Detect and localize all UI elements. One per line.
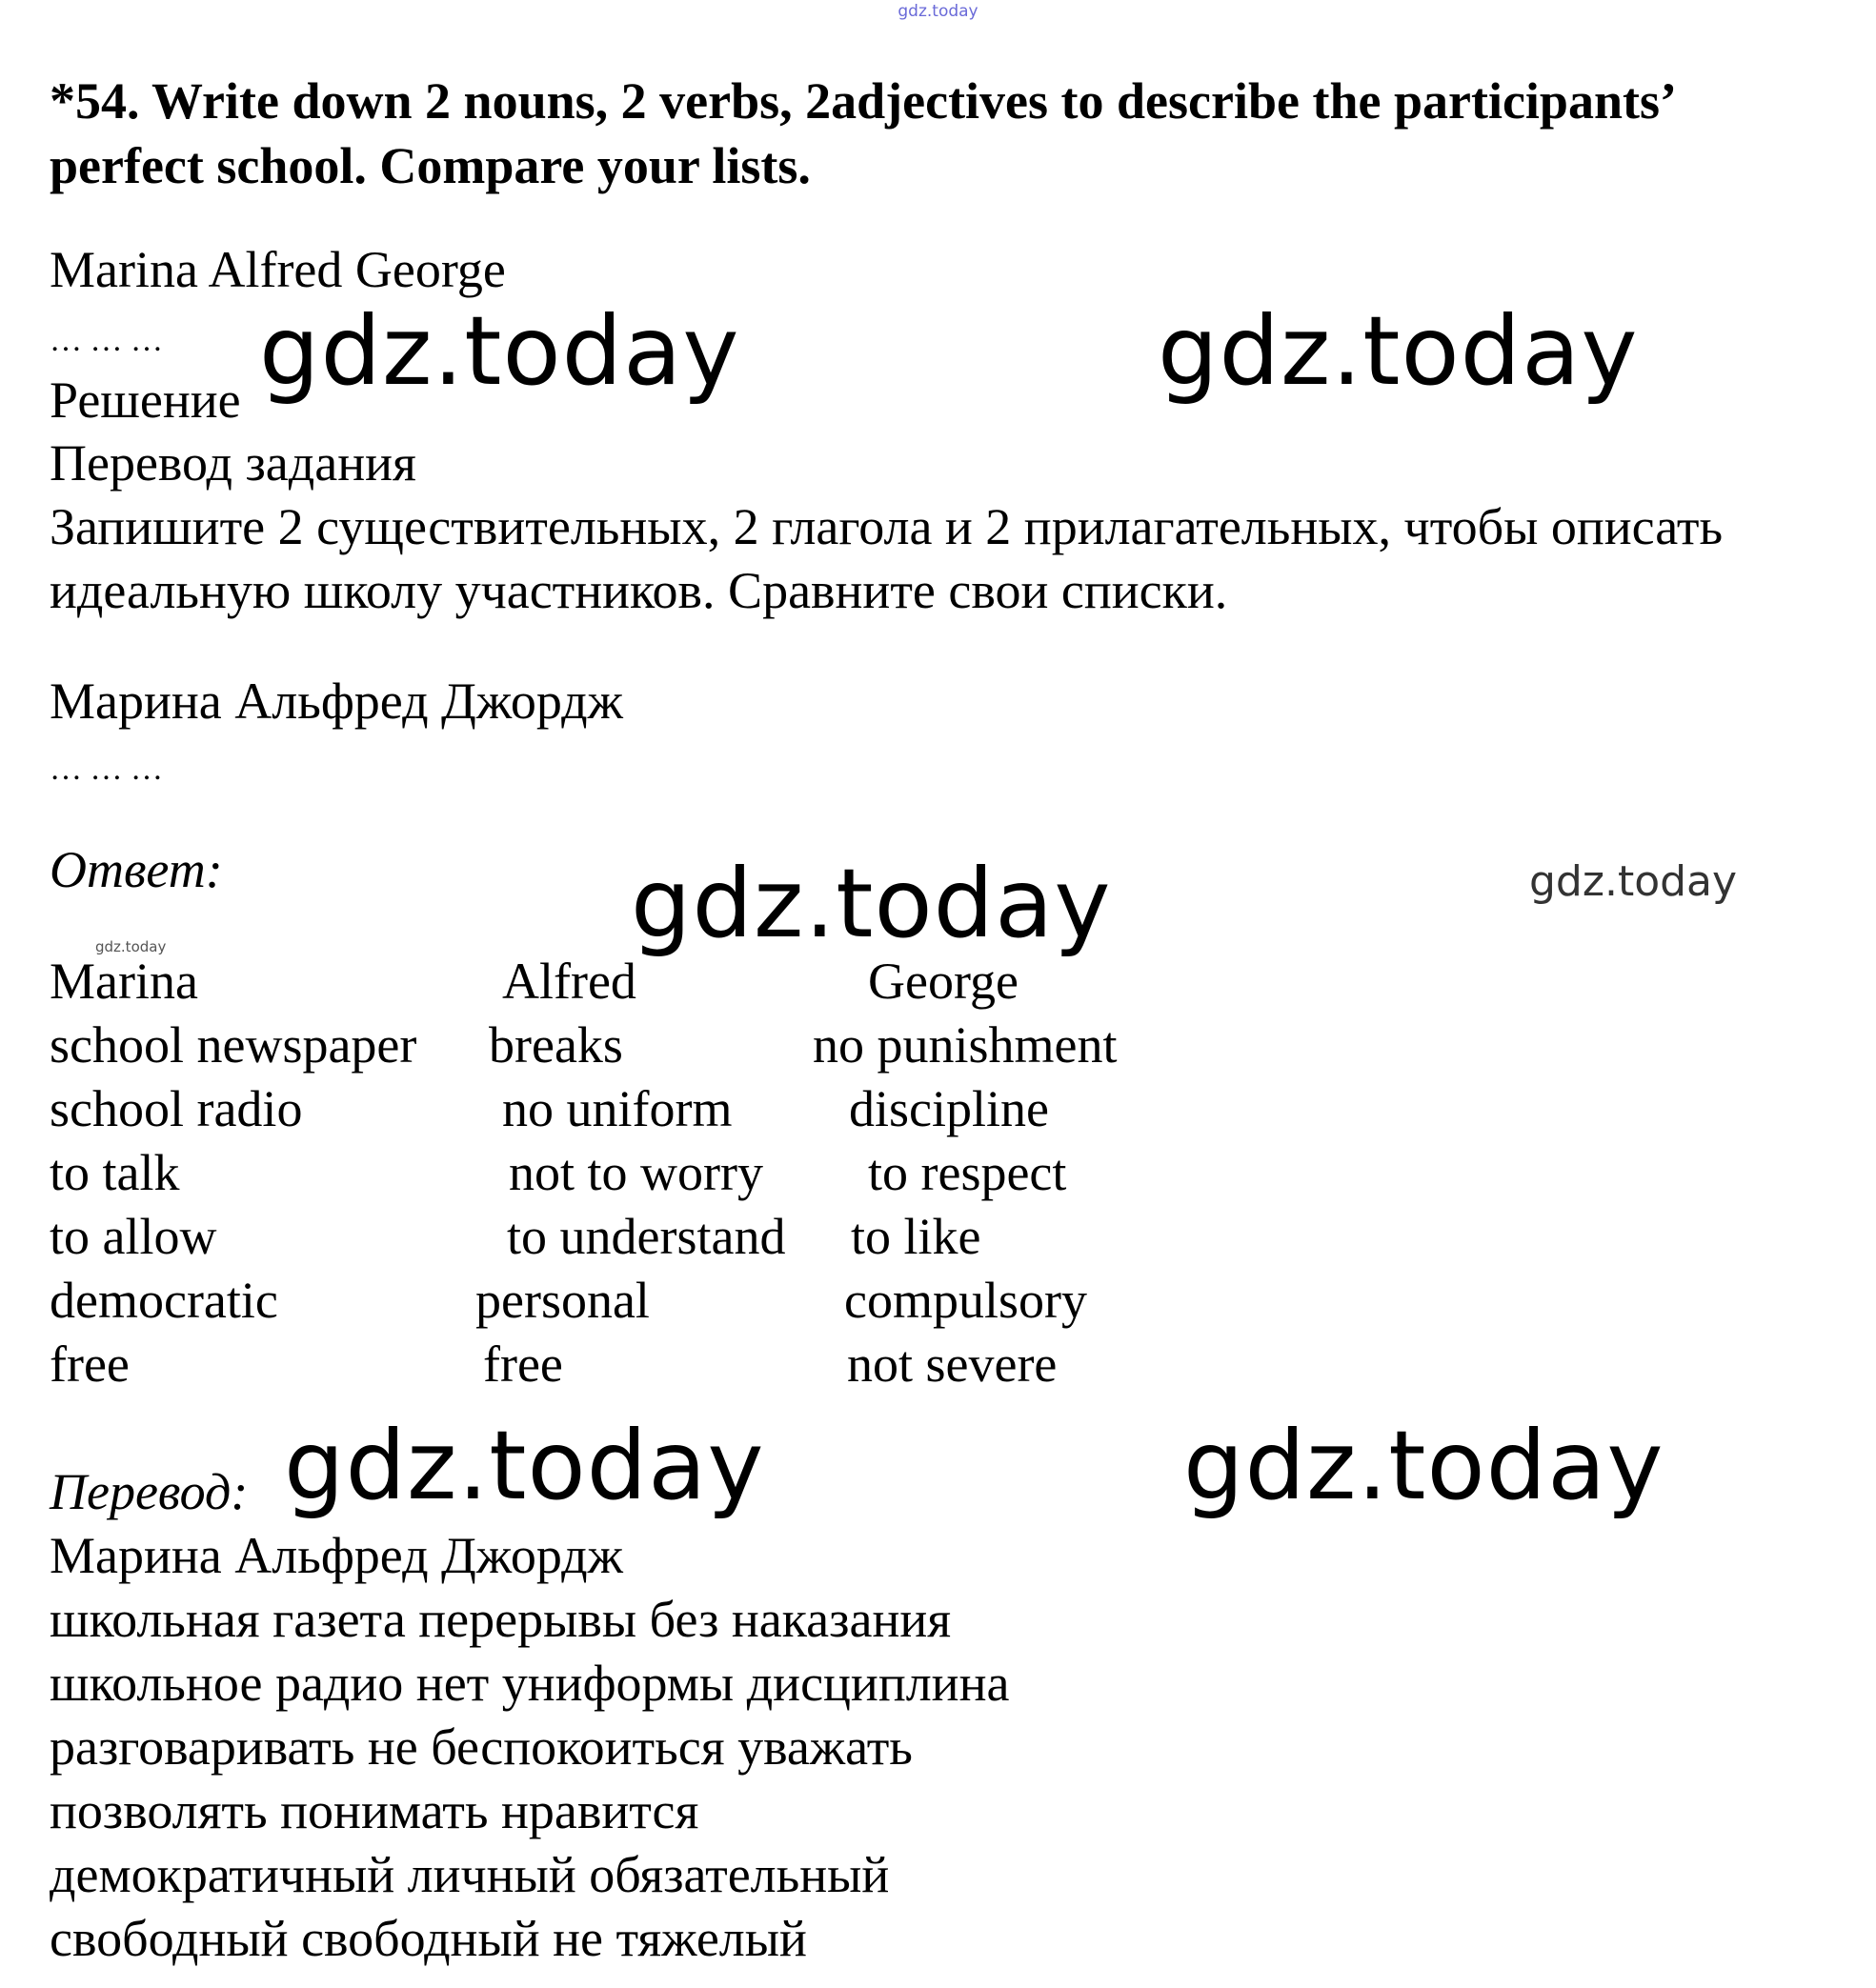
answer-cell: free	[50, 1335, 130, 1393]
answer-cell: to like	[851, 1208, 981, 1265]
answer-cell: school radio	[50, 1080, 303, 1137]
answer-cell: not severe	[847, 1335, 1058, 1393]
translation-line: позволять понимать нравится	[50, 1782, 699, 1839]
translation-line: школьная газета перерывы без наказания	[50, 1591, 952, 1648]
watermark: gdz.today	[1158, 295, 1639, 407]
answer-cell: no punishment	[813, 1016, 1118, 1074]
translation-line: школьное радио нет униформы дисциплина	[50, 1655, 1010, 1712]
top-watermark: gdz.today	[898, 2, 978, 21]
watermark: gdz.today	[284, 1410, 765, 1521]
answer-cell: discipline	[849, 1080, 1049, 1137]
translation-line: разговаривать не беспокоиться уважать	[50, 1718, 913, 1776]
answer-cell: school newspaper	[50, 1016, 417, 1074]
answer-cell: no uniform	[502, 1080, 733, 1137]
watermark: gdz.today	[1529, 857, 1738, 906]
watermark: gdz.today	[631, 848, 1112, 959]
task-heading-line-1: *54. Write down 2 nouns, 2 verbs, 2adjectives to describe the participants’	[50, 72, 1677, 130]
answer-cell: compulsory	[844, 1272, 1087, 1329]
watermark: gdz.today	[95, 938, 167, 955]
translation-task-line-1: Запишите 2 существительных, 2 глагола и 2 прилагательных, чтобы описать	[50, 498, 1724, 555]
answer-cell: to respect	[868, 1144, 1067, 1201]
solution-label: Решение	[50, 371, 241, 429]
translation-task-label: Перевод задания	[50, 434, 416, 492]
translation-line: демократичный личный обязательный	[50, 1846, 890, 1903]
answer-cell: democratic	[50, 1272, 278, 1329]
answer-cell: to allow	[50, 1208, 217, 1265]
answer-cell: free	[483, 1335, 563, 1393]
answer-cell: not to worry	[509, 1144, 763, 1201]
names-english: Marina Alfred George	[50, 241, 506, 298]
column-header-marina: Marina	[50, 953, 198, 1010]
column-header-george: George	[868, 953, 1019, 1010]
answer-cell: to talk	[50, 1144, 180, 1201]
placeholder-dots-1: … … …	[50, 323, 163, 358]
answer-cell: to understand	[507, 1208, 786, 1265]
translation-line: Марина Альфред Джордж	[50, 1527, 623, 1584]
watermark: gdz.today	[1183, 1410, 1664, 1521]
translation-task-line-2: идеальную школу участников. Сравните свои списки.	[50, 562, 1228, 619]
task-heading	[50, 69, 1841, 198]
answer-cell: personal	[475, 1272, 650, 1329]
names-russian: Марина Альфред Джордж	[50, 673, 623, 730]
watermark: gdz.today	[259, 295, 740, 407]
placeholder-dots-2: … … …	[50, 752, 163, 787]
column-header-alfred: Alfred	[502, 953, 636, 1010]
answer-cell: breaks	[489, 1016, 623, 1074]
answer-label: Ответ:	[50, 841, 223, 898]
task-heading-line-2: perfect school. Compare your lists.	[50, 137, 811, 194]
translation-line: свободный свободный не тяжелый	[50, 1910, 807, 1967]
translation-label: Перевод:	[50, 1463, 249, 1520]
